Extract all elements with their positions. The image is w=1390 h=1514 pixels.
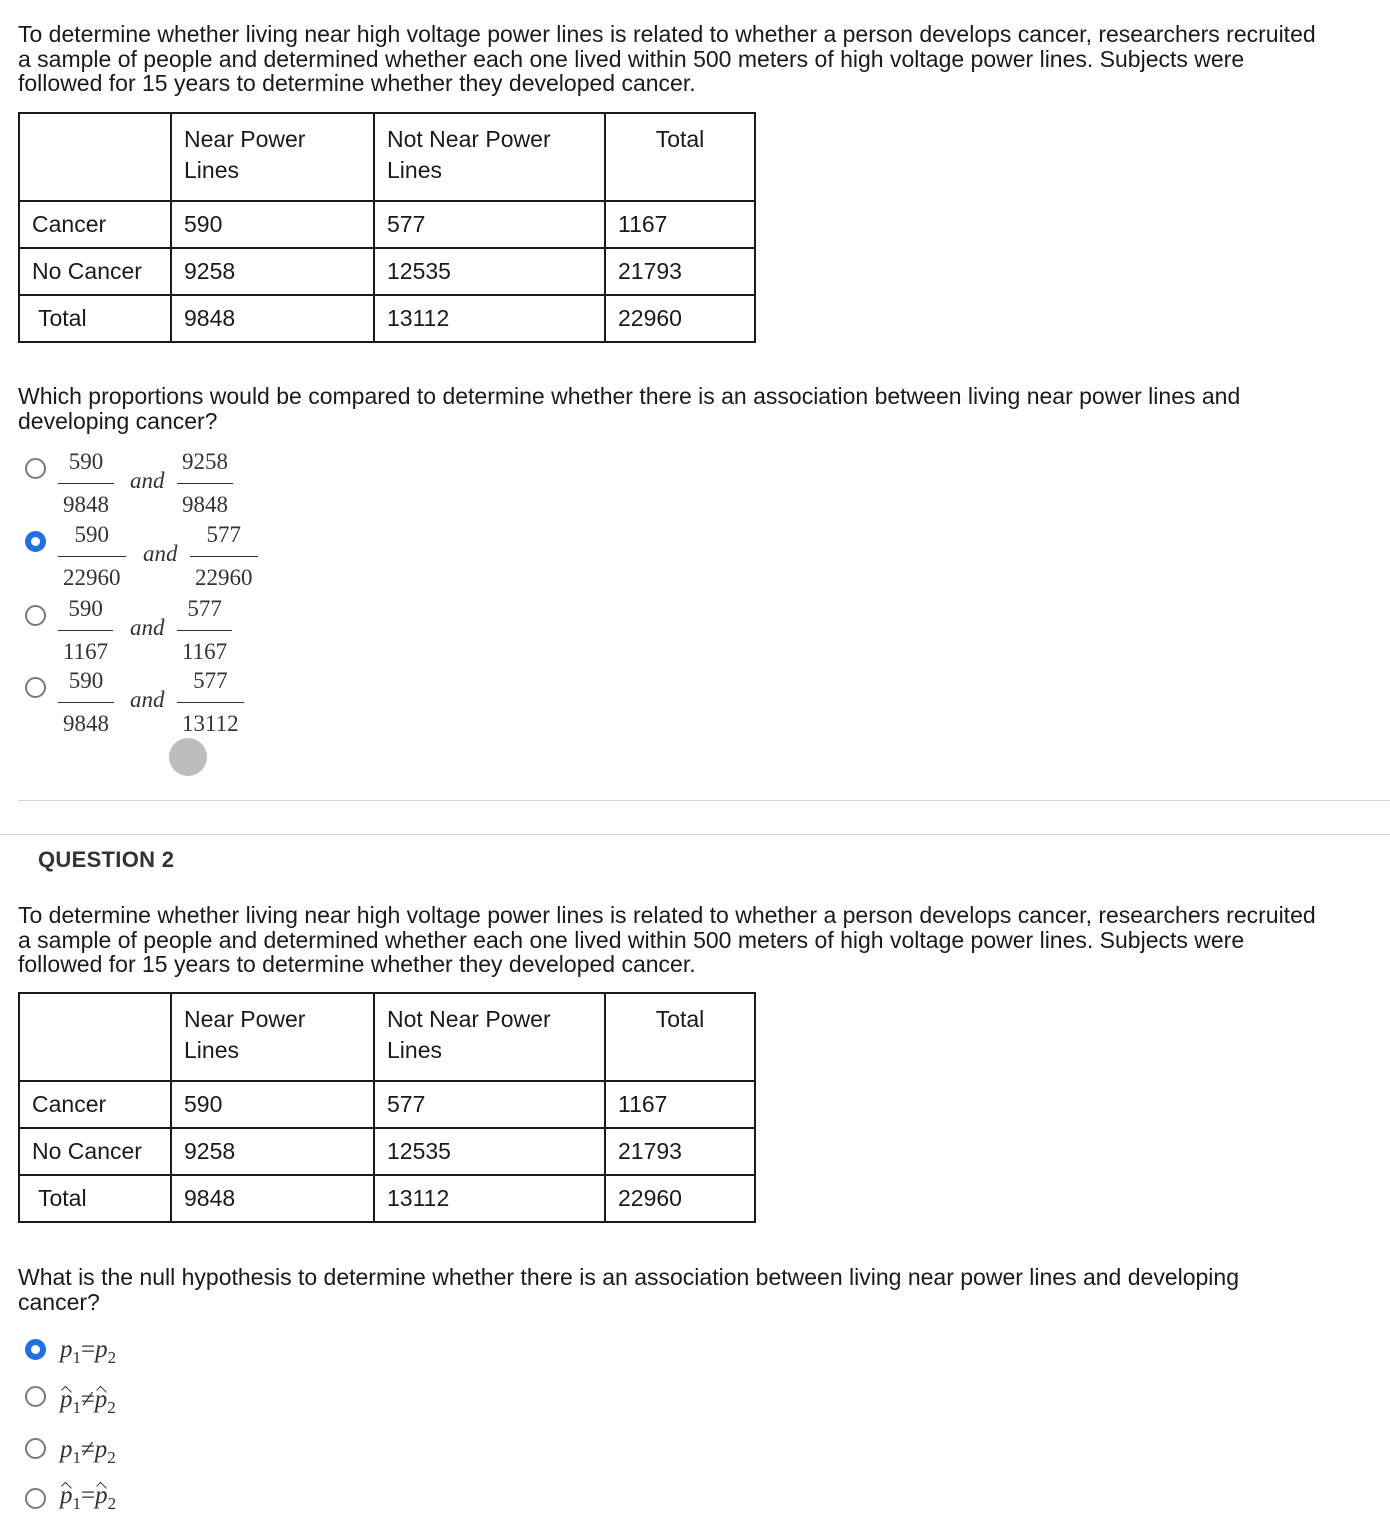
header-total: Total	[605, 113, 755, 201]
q1-option-3-fraction-a	[58, 596, 113, 665]
table-cell: 12535	[374, 1128, 605, 1175]
q1-option-4-fraction-a	[58, 668, 114, 737]
q1-option-1-fraction-a	[58, 449, 114, 518]
denominator: 22960	[195, 565, 253, 590]
table-cell: 9848	[171, 295, 374, 342]
q1-option-3-radio[interactable]	[25, 605, 46, 626]
q2-option-3-expression: $p_1\ne p_2$	[60, 1436, 116, 1467]
table-corner-cell	[19, 993, 171, 1081]
q2-option-2-radio[interactable]	[25, 1386, 46, 1407]
numerator: 577	[187, 596, 222, 621]
table-cell: 21793	[605, 248, 755, 295]
table-cell: 22960	[605, 295, 755, 342]
q2-heading: QUESTION 2	[38, 847, 175, 872]
row-label-total: Total	[19, 295, 171, 342]
table-header-row	[19, 113, 755, 201]
header-near-power-lines: Near Power Lines	[171, 993, 374, 1081]
table-cell: 1167	[605, 201, 755, 248]
numerator: 590	[74, 522, 109, 547]
q2-option-1-radio[interactable]	[25, 1339, 46, 1360]
table-row	[19, 1081, 755, 1128]
denominator: 1167	[182, 639, 228, 664]
denominator: 9848	[63, 492, 109, 517]
q2-intro: To determine whether living near high voltage power lines is related to whether a person develops cancer, researchers recruited a sample of people and determined whether each one lived within 500 meters of high voltage power lines. Subjects were followed for 15 years to determine whether they developed cancer.	[18, 902, 1316, 977]
q1-option-1-radio[interactable]	[25, 458, 46, 479]
table-cell: 12535	[374, 248, 605, 295]
table-cell: 590	[171, 1081, 374, 1128]
table-row	[19, 295, 755, 342]
numerator: 9258	[182, 449, 228, 474]
row-label-no-cancer: No Cancer	[19, 248, 171, 295]
touch-cursor-indicator	[169, 738, 207, 776]
row-label-cancer: Cancer	[19, 201, 171, 248]
q1-contingency-table	[18, 112, 756, 343]
numerator: 590	[68, 668, 104, 693]
table-cell: 13112	[374, 1175, 605, 1222]
q2-question: What is the null hypothesis to determine whether there is an association between living near power lines and developing cancer?	[18, 1264, 1239, 1315]
q1-option-2-fraction-b	[190, 522, 258, 591]
table-cell: 22960	[605, 1175, 755, 1222]
q1-intro: To determine whether living near high voltage power lines is related to whether a person develops cancer, researchers recruited a sample of people and determined whether each one lived within 500 meters of high voltage power lines. Subjects were followed for 15 years to determine whether they developed cancer.	[18, 21, 1316, 96]
q1-option-2-radio[interactable]	[25, 531, 46, 552]
header-not-near-power-lines: Not Near Power Lines	[374, 113, 605, 201]
q1-option-4-fraction-b	[177, 668, 244, 737]
question-divider	[18, 800, 1390, 801]
denominator: 9848	[63, 711, 109, 736]
numerator: 590	[68, 596, 103, 621]
table-header-row	[19, 993, 755, 1081]
numerator: 577	[193, 668, 228, 693]
table-cell: 9848	[171, 1175, 374, 1222]
q1-option-3-fraction-b	[177, 596, 232, 665]
q1-option-1-fraction-b	[177, 449, 233, 518]
header-total: Total	[605, 993, 755, 1081]
q2-option-4-expression: $p_1=p_2$	[60, 1482, 117, 1513]
row-label-cancer: Cancer	[19, 1081, 171, 1128]
q1-question: Which proportions would be compared to determine whether there is an association between living near power lines and developing cancer?	[18, 383, 1241, 434]
header-near-power-lines: Near Power Lines	[171, 113, 374, 201]
table-row	[19, 1175, 755, 1222]
table-row	[19, 201, 755, 248]
table-row	[19, 248, 755, 295]
q1-option-2-and: and	[143, 541, 178, 566]
row-label-total: Total	[19, 1175, 171, 1222]
table-cell: 1167	[605, 1081, 755, 1128]
q2-contingency-table	[18, 992, 756, 1223]
denominator: 13112	[182, 711, 239, 736]
numerator: 590	[68, 449, 104, 474]
table-cell: 13112	[374, 295, 605, 342]
q2-option-2-expression: $p_1\ne p_2$	[60, 1386, 116, 1417]
table-corner-cell	[19, 113, 171, 201]
row-label-no-cancer: No Cancer	[19, 1128, 171, 1175]
denominator: 9848	[182, 492, 228, 517]
q1-option-4-and: and	[130, 687, 165, 712]
table-cell: 590	[171, 201, 374, 248]
numerator: 577	[206, 522, 241, 547]
table-cell: 9258	[171, 248, 374, 295]
q2-option-3-radio[interactable]	[25, 1438, 46, 1459]
denominator: 1167	[63, 639, 109, 664]
q1-option-4-radio[interactable]	[25, 677, 46, 698]
q1-option-3-and: and	[130, 615, 165, 640]
table-cell: 9258	[171, 1128, 374, 1175]
q1-option-2-fraction-a	[58, 522, 126, 591]
table-row	[19, 1128, 755, 1175]
q1-option-1-and: and	[130, 468, 165, 493]
denominator: 22960	[63, 565, 121, 590]
table-cell: 21793	[605, 1128, 755, 1175]
table-cell: 577	[374, 1081, 605, 1128]
q2-option-1-expression: $p_1=p_2$	[60, 1336, 117, 1367]
table-cell: 577	[374, 201, 605, 248]
section-divider	[0, 834, 1390, 835]
header-not-near-power-lines: Not Near Power Lines	[374, 993, 605, 1081]
